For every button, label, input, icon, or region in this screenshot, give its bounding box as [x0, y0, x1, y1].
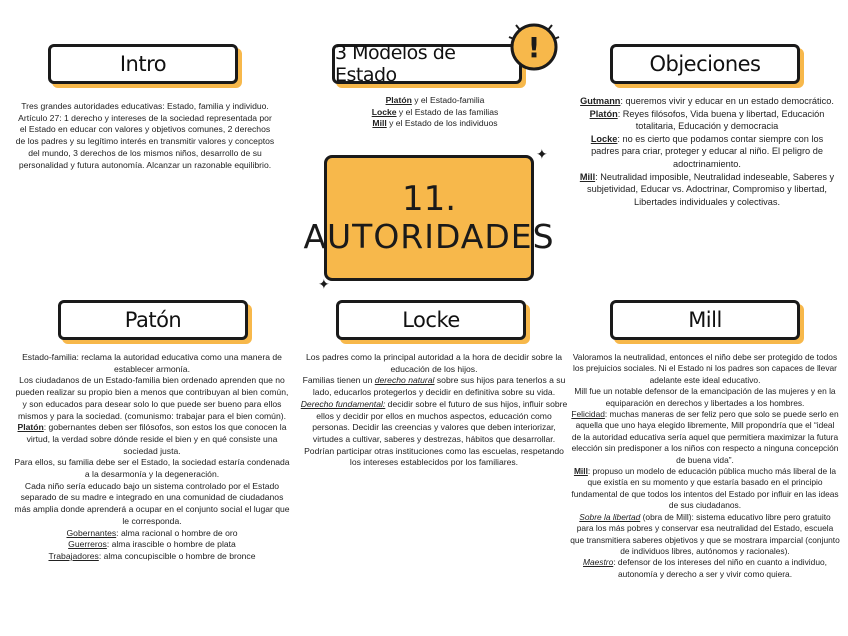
objeciones-title-box: [610, 44, 800, 84]
intro-title-box: [48, 44, 238, 84]
chapter-number: 11.: [401, 179, 457, 219]
modelos-title: 3 Modelos de Estado: [335, 42, 456, 86]
mill-line: Mill: propuso un modelo de educación pública mucho más liberal de la que existía en su momento y que estaría basado en el principio fundamental de que todos los intentos del Estado por influir en las ideas de sus ciudadanos.: [571, 466, 839, 511]
intro-title: Intro: [119, 52, 167, 76]
paton-line: Para ellos, su familia debe ser el Estado, la sociedad estaría condenada a la desarmonía y la degeneración.: [14, 457, 290, 480]
locke-text: [300, 352, 568, 469]
locke-line: Los padres como la principal autoridad a la hora de decidir sobre la educación de los hijos.: [305, 352, 563, 374]
mill-title: Mill: [688, 308, 722, 332]
chapter-title: AUTORIDADES: [303, 217, 555, 256]
paton-line: Guerreros: alma irascible o hombre de plata: [68, 539, 236, 550]
chapter-title-box: [303, 155, 555, 281]
modelos-title-box: [332, 44, 522, 84]
objeciones-item: Gutmann: queremos vivir y educar en un estado democrático.: [580, 96, 834, 106]
paton-line: Cada niño sería educado bajo un sistema controlado por el Estado separado de su madre e integrado en una comunidad de ciudadanos más amplia donde aprenderá a ocupar en el conjunto social el lugar que le corresponda.: [14, 480, 290, 526]
sparkle-icon: ✦: [318, 276, 330, 292]
locke-line: Podrían participar otras instituciones como las escuelas, respetando los intereses establecidos por los familiares.: [304, 445, 564, 468]
mill-title-box: [610, 300, 800, 340]
paton-line: Trabajadores: alma concupiscible o hombre de bronce: [48, 550, 256, 561]
warning-badge-icon: [508, 21, 560, 73]
locke-line: Derecho fundamental: decidir sobre el futuro de sus hijos, influir sobre ellos y decidir por ellos en muchos aspectos, educación como personas. Decidir las creencias y valores que deben interiorizar, virtudes a cultivar, saberes y destrezas, hábitos que desarrollar.: [300, 398, 568, 444]
objeciones-item: Platón: Reyes filósofos, Vida buena y libertad, Educación totalitaria, Educación y democracia: [589, 108, 825, 132]
modelos-text: [330, 95, 540, 130]
modelos-item: Locke y el Estado de las familias: [371, 106, 499, 117]
warning-badge-glyph: !: [527, 31, 541, 64]
paton-line: Platón: gobernantes deben ser filósofos, son estos los que conocen la virtud, la verdad sobre dónde reside el bien y en qué consiste una sociedad justa.: [17, 422, 287, 456]
mill-line: Mill fue un notable defensor de la emancipación de las mujeres y en la equiparación en derechos y libertades a los hombres.: [574, 386, 836, 408]
mill-line: Sobre la libertad (obra de Mill): sistema educativo libre pero gratuito para los más pobres y conservar esa neutralidad del Estado, escuela que transmitiera saberes objetivos y que se mostrara imparcial (conjunto de individuos libres, autónomos y racionales).: [570, 511, 840, 556]
intro-text: [14, 101, 276, 171]
locke-title-box: [336, 300, 526, 340]
modelos-item: Platón y el Estado-familia: [385, 95, 485, 105]
modelos-item: Mill y el Estado de los individuos: [372, 118, 498, 129]
mill-line: Maestro: defensor de los intereses del niño en cuanto a individuo, autonomía y derecho a ser y vivir como quiera.: [583, 557, 827, 579]
objeciones-title: Objeciones: [649, 52, 761, 76]
objeciones-item: Mill: Neutralidad imposible, Neutralidad indeseable, Saberes y subjetividad, Educar vs. Adoctrinar, Compromiso y libertad, Libertades individuales y colectivas.: [579, 171, 835, 207]
intro-line-1: Tres grandes autoridades educativas: Estado, familia y individuo.: [21, 101, 269, 111]
paton-line: Los ciudadanos de un Estado-familia bien ordenado aprenden que no pueden realizar su propio bien a menos que contribuyan al bien común, y son educados para desear solo lo que puede ser bueno para ellos mismos y para la sociedad. (comunismo: trabajar para el bien común).: [15, 375, 289, 421]
paton-line: Gobernantes: alma racional o hombre de oro: [66, 527, 238, 538]
mill-line: Valoramos la neutralidad, entonces el niño debe ser protegido de todos los prejuicios sociales. Ni el Estado ni los padres son capaces de llevar adelante este ideal educativo.: [572, 352, 838, 385]
objeciones-text: [578, 95, 836, 208]
intro-line-2: Artículo 27: 1 derecho y intereses de la sociedad representada por el Estado en educar con valores y objetivos comunes, 2 derechos de los padres y su legítimo interés en transmitir valores y conceptos del mundo, 3 derechos de los mismos niños, desarrollo de su personalidad y futura autonomía. Alcanzar un razonable equilibrio.: [15, 112, 275, 170]
paton-title-box: [58, 300, 248, 340]
mill-text: [570, 352, 840, 580]
paton-text: [14, 352, 290, 563]
objeciones-item: Locke: no es cierto que podamos contar siempre con los padres para criar, proteger y educar al niño. El peligro de adoctrinamiento.: [590, 133, 824, 169]
locke-line: Familias tienen un derecho natural sobre sus hijos para tenerlos a su lado, educarlos protegerlos y decidir en definitiva sobre su vida.: [302, 375, 566, 398]
paton-line: Estado-familia: reclama la autoridad educativa como una manera de establecer armonía.: [22, 352, 282, 374]
locke-title: Locke: [402, 308, 460, 332]
sparkle-icon: ✦: [536, 146, 548, 162]
paton-title: Patón: [124, 308, 182, 332]
mill-line: Felicidad: muchas maneras de ser feliz pero que solo se puede serlo en aquella que uno haya elegido libremente, Mill propondría que el “ideal de la autoridad educativa sería aquel que permitiera maximizar la futura elección sin predisponer a los niños con respecto a ninguna concepción de buena vida”.: [571, 409, 839, 465]
